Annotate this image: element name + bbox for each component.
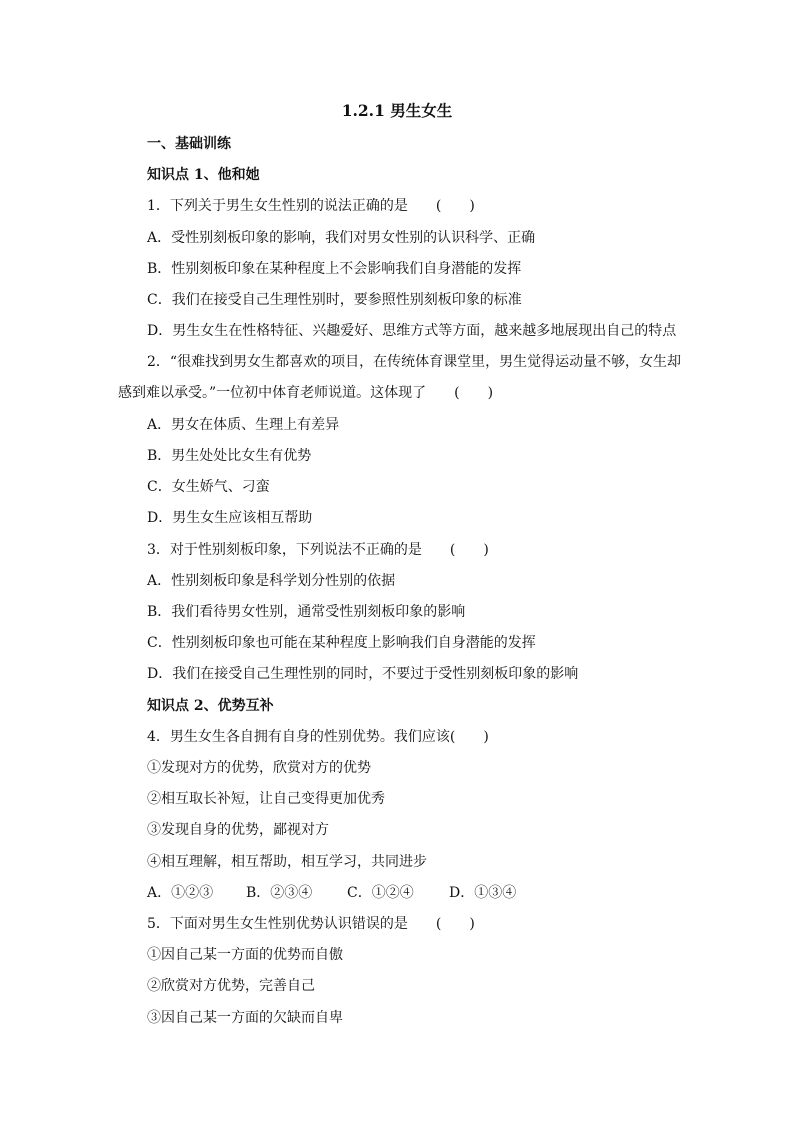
question-2-option-b: B．男生处处比女生有优势 xyxy=(147,448,312,464)
question-4-option-d: D．①③④ xyxy=(449,885,517,901)
question-2-stem-line-2: 感到难以承受。”一位初中体育老师说道。这体现了 ( ) xyxy=(118,385,494,401)
question-4-item-2: ②相互取长补短，让自己变得更加优秀 xyxy=(147,791,385,807)
question-1-option-c: C．我们在接受自己生理性别时，要参照性别刻板印象的标准 xyxy=(147,292,522,308)
question-2-option-d: D．男生女生应该相互帮助 xyxy=(147,510,313,526)
question-4-options xyxy=(147,883,516,903)
question-2-option-c: C．女生娇气、刁蛮 xyxy=(147,479,270,495)
question-1-stem: 1．下列关于男生女生性别的说法正确的是 ( ) xyxy=(147,198,475,214)
question-3-stem: 3．对于性别刻板印象，下列说法不正确的是 ( ) xyxy=(147,542,489,558)
question-1-option-b: B．性别刻板印象在某种程度上不会影响我们自身潜能的发挥 xyxy=(147,261,522,277)
question-1-option-d: D．男生女生在性格特征、兴趣爱好、思维方式等方面，越来越多地展现出自己的特点 xyxy=(147,323,677,339)
question-5-item-3: ③因自己某一方面的欠缺而自卑 xyxy=(147,1010,343,1026)
question-4-item-1: ①发现对方的优势，欣赏对方的优势 xyxy=(147,760,371,776)
question-3-option-d: D．我们在接受自己生理性别的同时，不要过于受性别刻板印象的影响 xyxy=(147,666,579,682)
question-2-option-a: A．男女在体质、生理上有差异 xyxy=(147,417,340,433)
knowledge-point-2-heading: 知识点 2、优势互补 xyxy=(147,698,274,714)
question-3-option-b: B．我们看待男女性别，通常受性别刻板印象的影响 xyxy=(147,604,466,620)
question-3-option-c: C．性别刻板印象也可能在某种程度上影响我们自身潜能的发挥 xyxy=(147,635,536,651)
question-4-option-b: B．②③④ xyxy=(246,885,313,901)
question-2-stem-line-1: 2．“很难找到男女生都喜欢的项目，在传统体育课堂里，男生觉得运动量不够，女生却 xyxy=(147,354,682,370)
question-5-stem: 5．下面对男生女生性别优势认识错误的是 ( ) xyxy=(147,916,475,932)
question-5-item-1: ①因自己某一方面的优势而自傲 xyxy=(147,947,343,963)
question-1-option-a: A．受性别刻板印象的影响，我们对男女性别的认识科学、正确 xyxy=(147,230,536,246)
question-4-item-3: ③发现自身的优势，鄙视对方 xyxy=(147,822,329,838)
question-4-item-4: ④相互理解，相互帮助，相互学习，共同进步 xyxy=(147,854,427,870)
question-4-option-c: C．①②④ xyxy=(347,885,414,901)
question-4-stem: 4．男生女生各自拥有自身的性别优势。我们应该( ) xyxy=(147,729,489,745)
question-5-item-2: ②欣赏对方优势，完善自己 xyxy=(147,978,315,994)
question-4-option-a: A．①②③ xyxy=(147,885,214,901)
knowledge-point-1-heading: 知识点 1、他和她 xyxy=(147,167,260,183)
question-3-option-a: A．性别刻板印象是科学划分性别的依据 xyxy=(147,573,396,589)
section-heading: 一、基础训练 xyxy=(147,136,231,152)
page-title: 1.2.1 男生女生 xyxy=(341,101,453,120)
